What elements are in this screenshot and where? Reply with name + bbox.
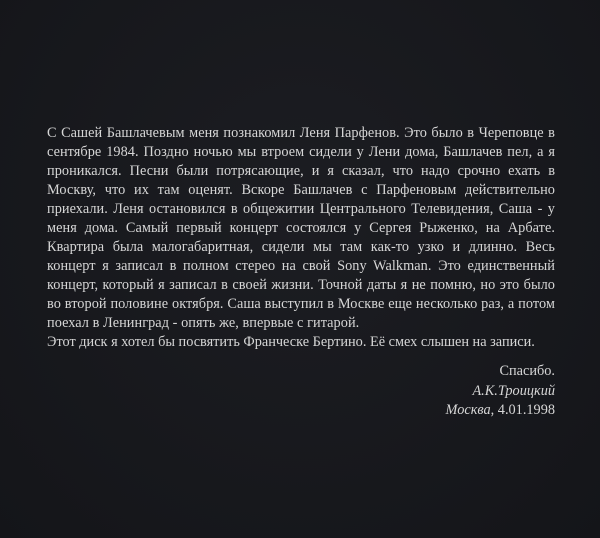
- place-date-line: [47, 401, 555, 421]
- signature-block: [47, 362, 555, 421]
- dedication-paragraph: Этот диск я хотел бы посвятить Франческе Бертино. Её смех слышен на записи.: [47, 334, 535, 350]
- place-name: Москва: [445, 402, 491, 418]
- author-name: А.К.Троицкий: [472, 382, 555, 399]
- thanks-line: Спасибо.: [499, 363, 555, 379]
- liner-notes-text-block: [47, 124, 555, 421]
- date-text: , 4.01.1998: [490, 402, 555, 418]
- main-paragraph: С Сашей Башлачевым меня познакомил Леня Парфенов. Это было в Череповце в сентябре 1984. Поздно ночью мы втроем сидели у Лени дома, Башлачев пел, а я проникался. Песни были потрясающие, и я сказал, что надо срочно ехать в Москву, что их там оценят. Вскоре Башлачев с Парфеновым действительно приехали. Леня остановился в общежитии Центрального Телевидения, Саша - у меня дома. Самый первый концерт состоялся у Сергея Рыженко, на Арбате. Квартира была малогабаритная, сидели мы там как-то узко и длинно. Весь концерт я записал в полном стерео на свой Sony Walkman. Это единственный концерт, который я записал в своей жизни. Точной даты я не помню, но это было во второй половине октября. Саша выступил в Москве еще несколько раз, а потом поехал в Ленинград - опять же, впервые с гитарой.: [47, 125, 555, 331]
